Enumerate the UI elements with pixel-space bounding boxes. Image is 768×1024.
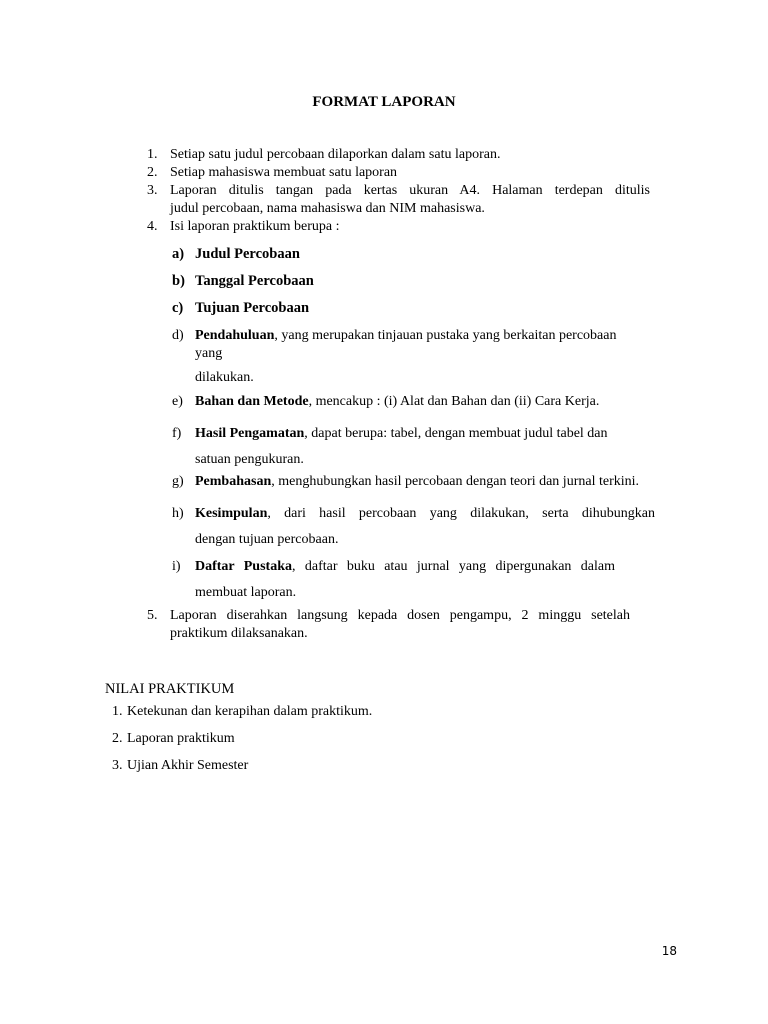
rule-item	[140, 146, 650, 164]
item-text: , mencakup : (i) Alat dan Bahan dan (ii) Cara Kerja.	[308, 394, 600, 409]
item-label: Judul Percobaan	[195, 246, 300, 262]
rule-text: Setiap satu judul percobaan dilaporkan dalam satu laporan.	[170, 147, 501, 162]
item-letter: b)	[172, 273, 185, 289]
rule-text: praktikum dilaksanakan.	[170, 626, 308, 641]
content-item	[172, 554, 615, 607]
item-text: dengan tujuan percobaan.	[195, 532, 339, 547]
page-number: 18	[661, 944, 677, 958]
nilai-item	[112, 698, 372, 725]
item-text: , yang merupakan tinjauan pustaka yang berkaitan percobaan	[274, 328, 617, 343]
item-letter: i)	[172, 559, 181, 574]
item-label: Hasil Pengamatan	[195, 426, 305, 441]
item-letter: c)	[172, 300, 184, 316]
page-title: FORMAT LAPORAN	[312, 94, 456, 110]
rule-item	[140, 607, 630, 643]
nilai-number: 1.	[112, 704, 123, 719]
item-letter: f)	[172, 426, 182, 441]
item-letter: d)	[172, 328, 184, 343]
rule-item	[140, 164, 650, 182]
rule-number: 4.	[147, 219, 158, 234]
rule-number: 2.	[147, 165, 158, 180]
rule-text: Setiap mahasiswa membuat satu laporan	[170, 165, 398, 180]
item-letter: a)	[172, 246, 185, 262]
item-text: dilakukan.	[195, 370, 254, 385]
item-text: membuat laporan.	[195, 585, 297, 600]
item-label: Pembahasan	[195, 474, 272, 489]
nilai-text: Ujian Akhir Semester	[127, 758, 249, 773]
item-text: , menghubungkan hasil percobaan dengan teori dan jurnal terkini.	[271, 474, 640, 489]
item-text: satuan pengukuran.	[195, 452, 304, 467]
content-item	[172, 394, 672, 421]
rule-number: 3.	[147, 183, 158, 198]
item-letter: g)	[172, 474, 184, 489]
item-label: Daftar Pustaka	[195, 559, 292, 574]
rule-5	[140, 607, 630, 643]
item-label: Kesimpulan	[195, 506, 268, 521]
content-item	[172, 273, 672, 300]
nilai-text: Laporan praktikum	[127, 731, 235, 746]
content-item	[172, 300, 672, 327]
content-item	[172, 327, 672, 394]
item-text: yang	[195, 346, 223, 361]
item-label: Bahan dan Metode	[195, 394, 309, 409]
item-letter: h)	[172, 506, 184, 521]
nilai-number: 2.	[112, 731, 123, 746]
item-label: Tanggal Percobaan	[195, 273, 314, 289]
content-item	[172, 474, 672, 501]
item-label: Tujuan Percobaan	[195, 300, 310, 316]
item-text: , dari hasil percobaan yang dilakukan, serta dihubungkan	[267, 506, 655, 521]
content-list	[172, 246, 672, 607]
nilai-list	[112, 698, 372, 779]
rule-text: Laporan diserahkan langsung kepada dosen pengampu, 2 minggu setelah	[170, 608, 630, 623]
nilai-heading: NILAI PRAKTIKUM	[105, 681, 235, 697]
item-letter: e)	[172, 394, 183, 409]
content-item	[172, 421, 672, 474]
item-label: Pendahuluan	[195, 328, 275, 343]
rules-list	[140, 146, 650, 236]
rule-text: Laporan ditulis tangan pada kertas ukuran A4. Halaman terdepan ditulis	[170, 183, 650, 198]
rule-item	[140, 218, 650, 236]
content-item	[172, 501, 655, 554]
rule-number: 5.	[147, 608, 158, 623]
nilai-item	[112, 752, 372, 779]
rule-text: judul percobaan, nama mahasiswa dan NIM mahasiswa.	[170, 201, 485, 216]
rule-number: 1.	[147, 147, 158, 162]
nilai-number: 3.	[112, 758, 123, 773]
item-text: , daftar buku atau jurnal yang dipergunakan dalam	[292, 559, 615, 574]
rule-item	[140, 182, 650, 218]
nilai-item	[112, 725, 372, 752]
content-item	[172, 246, 672, 273]
nilai-text: Ketekunan dan kerapihan dalam praktikum.	[127, 704, 373, 719]
rule-text: Isi laporan praktikum berupa :	[170, 219, 340, 234]
item-text: , dapat berupa: tabel, dengan membuat judul tabel dan	[304, 426, 608, 441]
